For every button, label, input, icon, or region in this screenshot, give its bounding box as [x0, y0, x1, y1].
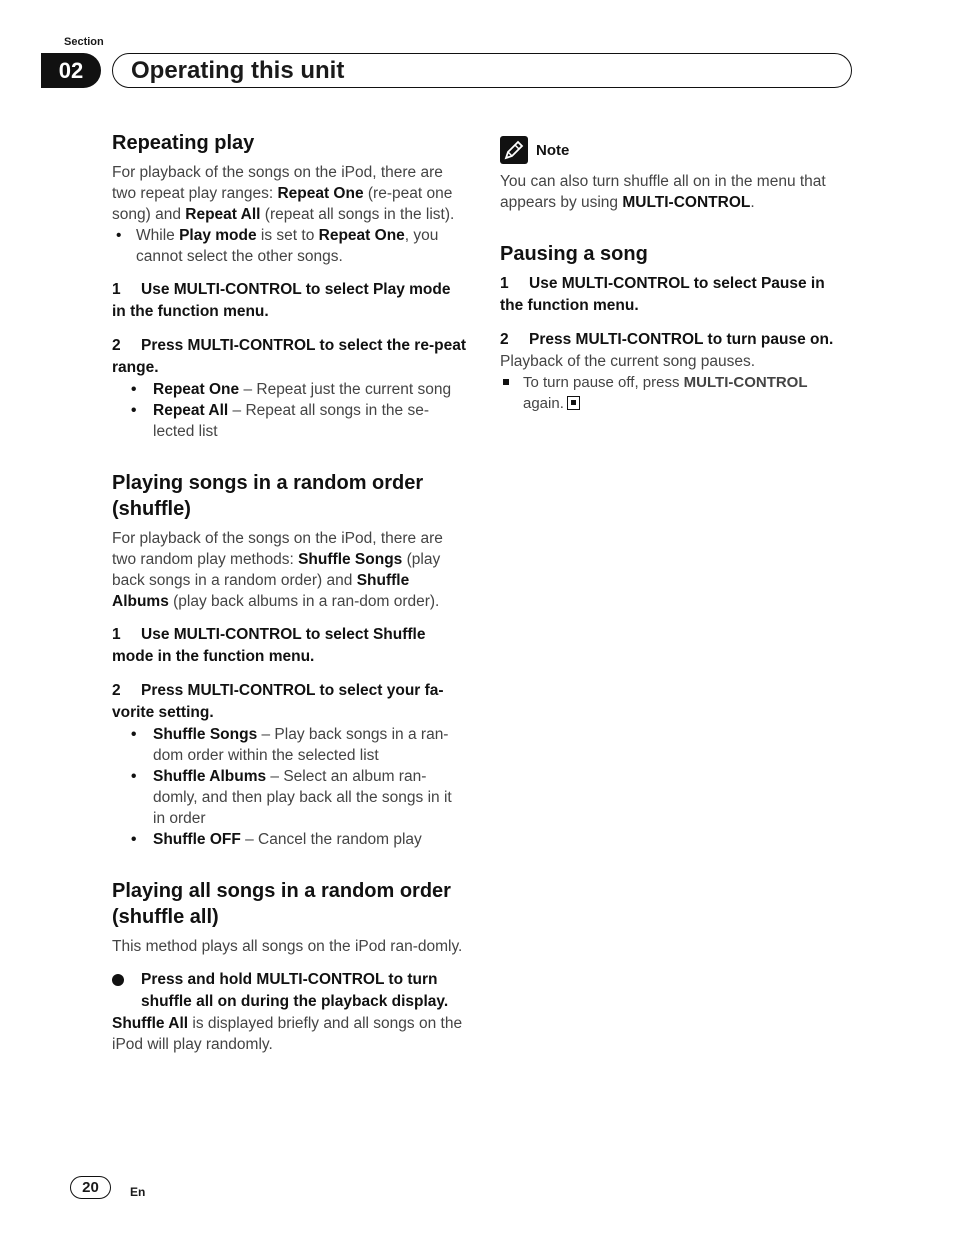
- shuffle-all-heading: Playing all songs in a random order (shuffle all): [112, 880, 451, 928]
- section-number: 02: [41, 53, 101, 88]
- shuffle-all-intro: This method plays all songs on the iPod ran-domly.: [112, 938, 463, 955]
- option-shuffle-songs: • Shuffle Songs – Play back songs in a ran-dom order within the selected list: [112, 724, 467, 766]
- repeat-heading: Repeating play: [112, 132, 255, 154]
- note-pencil-icon: [500, 136, 528, 164]
- pause-tip: To turn pause off, press MULTI-CONTROL again.: [500, 372, 850, 414]
- pause-step-1: 1 Use MULTI-CONTROL to select Pause in the function menu.: [500, 275, 825, 314]
- repeat-intro: For playback of the songs on the iPod, there are two repeat play ranges: Repeat One (re-peat one song) and Repeat All (repeat all songs in the list).: [112, 164, 455, 223]
- repeat-bullet: • While Play mode is set to Repeat One, you cannot select the other songs.: [112, 225, 467, 267]
- left-column: [112, 130, 467, 1055]
- option-repeat-all: • Repeat All – Repeat all songs in the se-lected list: [112, 400, 467, 442]
- language-label: En: [130, 1185, 146, 1199]
- note-title: Note: [536, 141, 570, 159]
- right-column: [500, 135, 850, 414]
- shuffle-options: [112, 724, 467, 850]
- repeat-bullet-list: [112, 225, 467, 267]
- repeat-step-2: 2 Press MULTI-CONTROL to select the re-peat range.: [112, 337, 466, 376]
- shuffle-step-2: 2 Press MULTI-CONTROL to select your fa-vorite setting.: [112, 682, 444, 721]
- repeat-options: [112, 379, 467, 442]
- page-number: 20: [70, 1176, 111, 1199]
- pause-result: Playback of the current song pauses.: [500, 353, 756, 370]
- shuffle-all-result: Shuffle All is displayed briefly and all songs on the iPod will play randomly.: [112, 1015, 463, 1053]
- shuffle-heading: Playing songs in a random order (shuffle): [112, 472, 424, 520]
- pause-heading: Pausing a song: [500, 243, 648, 265]
- step-bullet-icon: [112, 974, 124, 986]
- end-mark-icon: [567, 396, 580, 410]
- section-label: Section: [64, 36, 104, 48]
- pause-step-2: 2 Press MULTI-CONTROL to turn pause on.: [500, 331, 834, 348]
- shuffle-intro: For playback of the songs on the iPod, there are two random play methods: Shuffle Songs (play back songs in a random order) and Shuffle Albums (play back albums in a ran-dom order).: [112, 530, 443, 610]
- option-repeat-one: • Repeat One – Repeat just the current song: [112, 379, 467, 400]
- shuffle-all-step: Press and hold MULTI-CONTROL to turn shuffle all on during the playback display.: [112, 969, 467, 1013]
- shuffle-step-1: 1 Use MULTI-CONTROL to select Shuffle mode in the function menu.: [112, 626, 426, 665]
- page-title: Operating this unit: [112, 53, 852, 88]
- option-shuffle-albums: • Shuffle Albums – Select an album ran-domly, and then play back all the songs in it in order: [112, 766, 467, 829]
- repeat-step-1: 1 Use MULTI-CONTROL to select Play mode in the function menu.: [112, 281, 451, 320]
- option-shuffle-off: • Shuffle OFF – Cancel the random play: [112, 829, 467, 850]
- note-text: You can also turn shuffle all on in the menu that appears by using MULTI-CONTROL.: [500, 173, 826, 211]
- note-header: [500, 135, 850, 165]
